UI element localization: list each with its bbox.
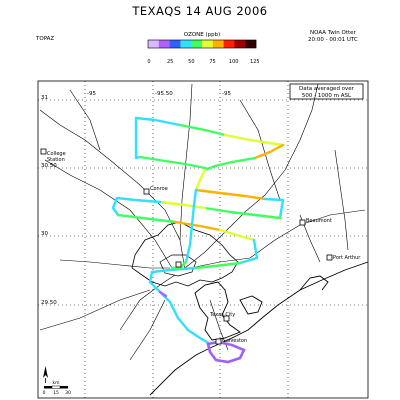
city-markers — [41, 149, 332, 344]
colorbar-swatch — [170, 40, 181, 48]
latitude-label: 30.50 — [41, 163, 57, 169]
track-segment — [196, 170, 205, 190]
colorbar-swatch — [159, 40, 170, 48]
track-segment — [225, 135, 283, 145]
longitude-label: -95 — [222, 91, 231, 97]
track-segment — [205, 208, 280, 218]
colorbar-tick-label: 125 — [250, 59, 260, 65]
colorbar-tick-label: 100 — [228, 59, 239, 65]
track-segment — [136, 118, 180, 125]
beaumont-marker — [300, 220, 305, 225]
college-station-label: College — [47, 151, 66, 157]
track-segment — [140, 157, 205, 168]
longitude-label: -95 — [87, 91, 96, 97]
scale-bar — [43, 380, 71, 396]
colorbar-swatch — [213, 40, 224, 48]
flight-time: 20:00 - 00:01 UTC — [308, 37, 358, 43]
college-station-label-2: Station — [47, 157, 65, 163]
houston-marker — [176, 262, 181, 267]
instrument-label: TOPAZ — [36, 36, 55, 42]
longitude-label: -95.50 — [155, 91, 173, 97]
latitude-label: 31 — [41, 95, 48, 101]
track-segment — [265, 199, 283, 218]
ozone-colorbar — [148, 40, 256, 48]
texas-city-label: Texas City — [210, 312, 236, 318]
colorbar-swatch — [245, 40, 256, 48]
colorbar-tick-label: 50 — [188, 59, 195, 65]
scale-unit: km — [52, 381, 60, 386]
colorbar-swatch — [202, 40, 213, 48]
conroe-marker — [144, 189, 149, 194]
colorbar-swatch — [148, 40, 159, 48]
beaumont-label: Beaumont — [306, 218, 332, 224]
scale-tick-1: 15 — [53, 391, 59, 396]
track-segment — [150, 272, 210, 344]
track-segment — [175, 222, 220, 230]
platform-name: NOAA Twin Otter — [310, 30, 356, 36]
track-segment — [136, 118, 140, 158]
track-segment — [113, 198, 160, 215]
data-note-line2: 500 - 1000 m ASL — [301, 93, 352, 99]
colorbar-title: OZONE (ppb) — [183, 32, 221, 38]
track-segment — [255, 145, 283, 158]
scale-tick-0: 0 — [42, 391, 46, 396]
scale-tick-2: 30 — [65, 391, 71, 396]
plot-title: TEXAQS 14 AUG 2006 — [132, 4, 268, 18]
track-segment — [180, 125, 225, 135]
colorbar-tick-label: 25 — [166, 59, 174, 65]
track-segment — [160, 292, 166, 296]
port-arthur-label: Port Arthur — [333, 255, 361, 261]
coastline — [150, 262, 368, 395]
colorbar-tick-label: 75 — [209, 59, 216, 65]
latitude-label: 29.50 — [41, 300, 57, 306]
colorbar-swatch — [234, 40, 245, 48]
latitude-label: 30 — [41, 231, 48, 237]
north-arrow — [43, 366, 48, 383]
track-segment — [220, 230, 254, 240]
college-station-marker — [41, 149, 46, 154]
track-segment — [118, 215, 175, 222]
colorbar-tick-label: 0 — [147, 59, 151, 65]
colorbar-swatch — [224, 40, 235, 48]
galveston-track-segment — [208, 342, 244, 362]
colorbar-tick-labels — [147, 59, 259, 65]
galveston-marker — [216, 339, 221, 344]
track-segment — [240, 240, 257, 263]
galveston-label: Galveston — [222, 338, 248, 344]
conroe-label: Conroe — [150, 186, 168, 192]
track-segment — [196, 190, 265, 199]
colorbar-swatch — [180, 40, 191, 48]
colorbar-swatch — [191, 40, 202, 48]
data-note-line1: Data averaged over — [299, 86, 354, 92]
port-arthur-marker — [327, 255, 332, 260]
track-segment — [160, 202, 205, 208]
